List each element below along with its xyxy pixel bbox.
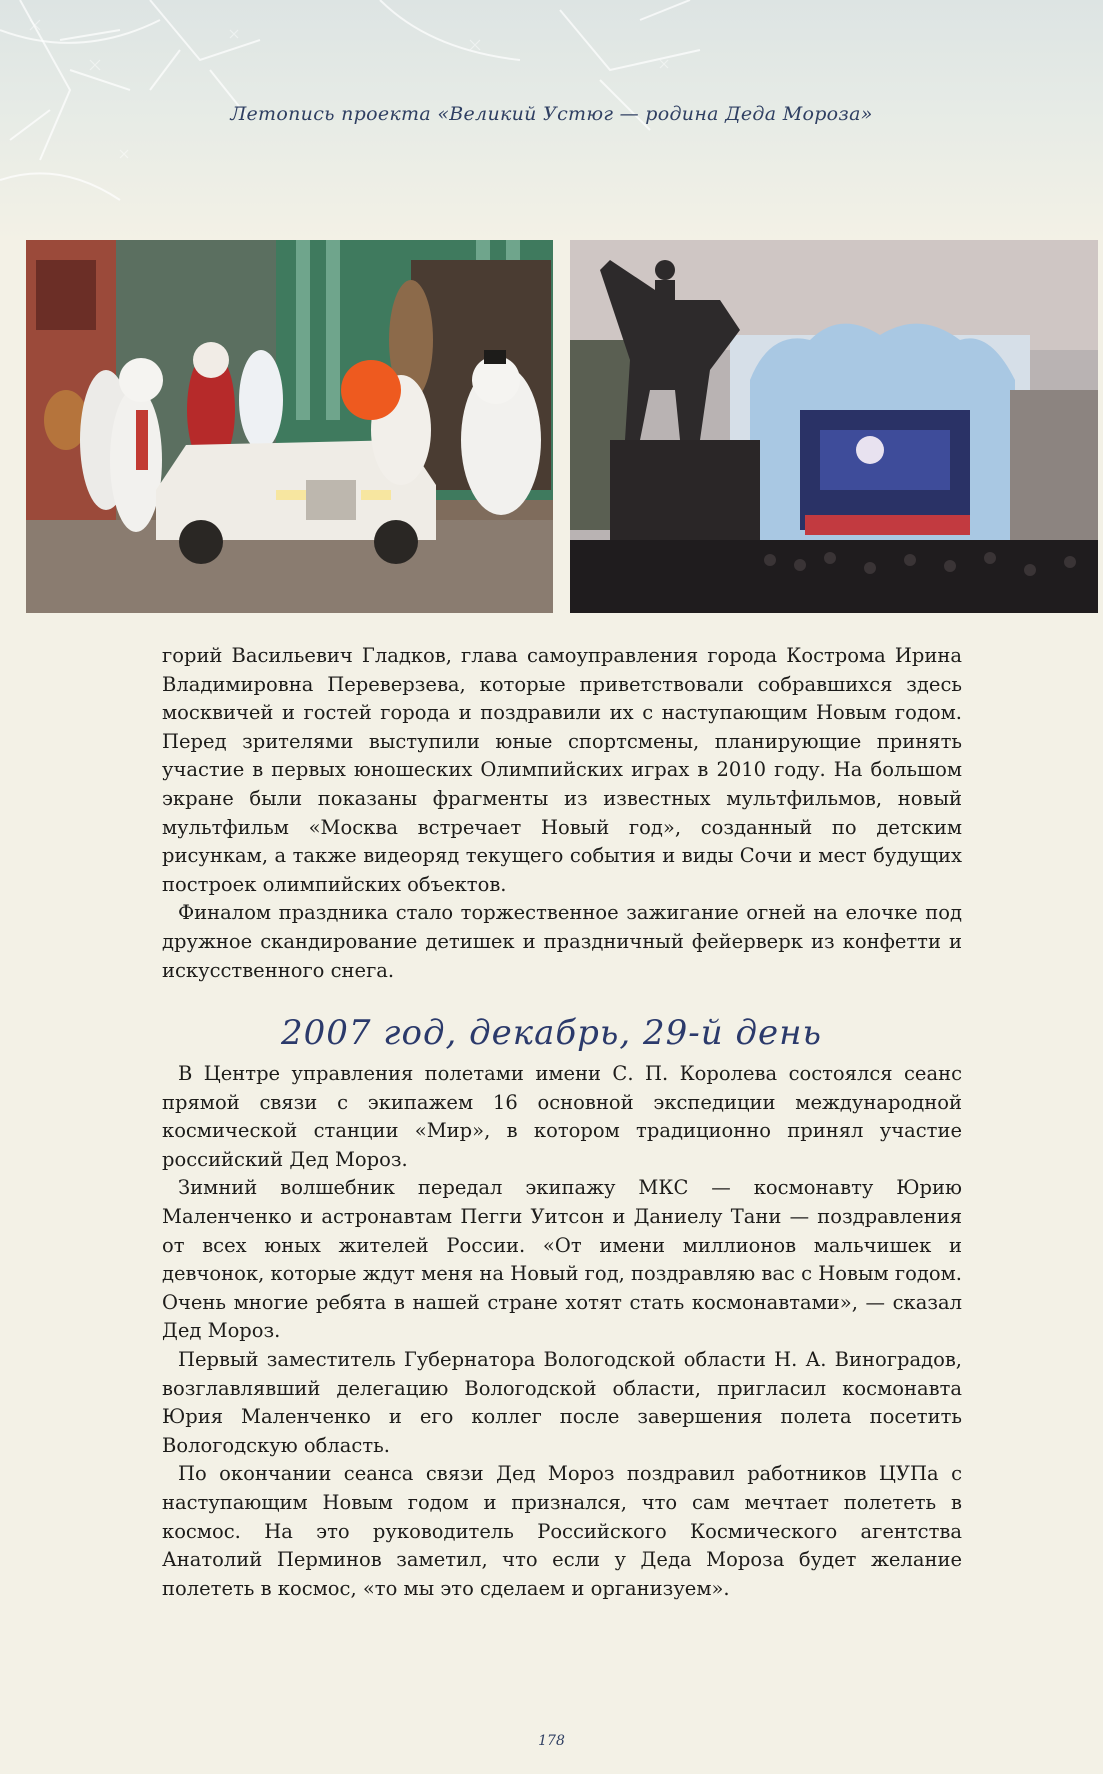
article-text-block-2 — [162, 1060, 962, 1603]
paragraph: По окончании сеанса связи Дед Мороз поздравил работников ЦУПа с наступающим Новым годом и признался, что сам мечтает полететь в космос. На это руководитель Российского Космического агентства Анатолий Перминов заметил, что если у Деда Мороза будет желание полететь в космос, «то мы это сделаем и организуем». — [162, 1462, 962, 1600]
paragraph: Зимний волшебник передал экипажу МКС — космонавту Юрию Маленченко и астронавтам Пегги Уитсон и Даниелу Тани — поздравления от всех юных жителей России. «От имени миллионов мальчишек и девчонок, которые ждут меня на Новый год, поздравляю вас с Новым годом. Очень многие ребята в нашей стране хотят стать космонавтами», — сказал Дед Мороз. — [162, 1176, 962, 1343]
section-date-heading: 2007 год, декабрь, 29-й день — [280, 1013, 823, 1053]
paragraph: горий Васильевич Гладков, глава самоуправления города Кострома Ирина Владимировна Переверзева, которые приветствовали собравшихся здесь москвичей и гостей города и поздравили их с наступающим Новым годом. Перед зрителями выступили юные спортсмены, планирующие принять участие в первых юношеских Олимпийских играх в 2010 году. На большом экране были показаны фрагменты из известных мультфильмов, новый мультфильм «Москва встречает Новый год», созданный по детским рисункам, а также видеоряд текущего события и виды Сочи и мест будущих построек олимпийских объектов. — [162, 644, 962, 896]
photo-santa-motorcade — [26, 240, 553, 613]
photo-stage-monument — [570, 240, 1098, 613]
paragraph: Первый заместитель Губернатора Вологодской области Н. А. Виноградов, возглавлявший делегацию Вологодской области, пригласил космонавта Юрия Маленченко и его коллег после завершения полета посетить Вологодскую область. — [162, 1347, 962, 1457]
paragraph: Финалом праздника стало торжественное зажигание огней на елочке под дружное скандирование детишек и праздничный фейерверк из конфетти и искусственного снега. — [162, 901, 962, 982]
running-head: Летопись проекта «Великий Устюг — родина Деда Мороза» — [230, 103, 873, 125]
page-number: 178 — [538, 1733, 565, 1749]
article-text-block-1 — [162, 642, 962, 985]
paragraph: В Центре управления полетами имени С. П. Королева состоялся сеанс прямой связи с экипажем 16 основной экспедиции международной космической станции «Мир», в котором традиционно принял участие российский Дед Мороз. — [162, 1062, 962, 1171]
